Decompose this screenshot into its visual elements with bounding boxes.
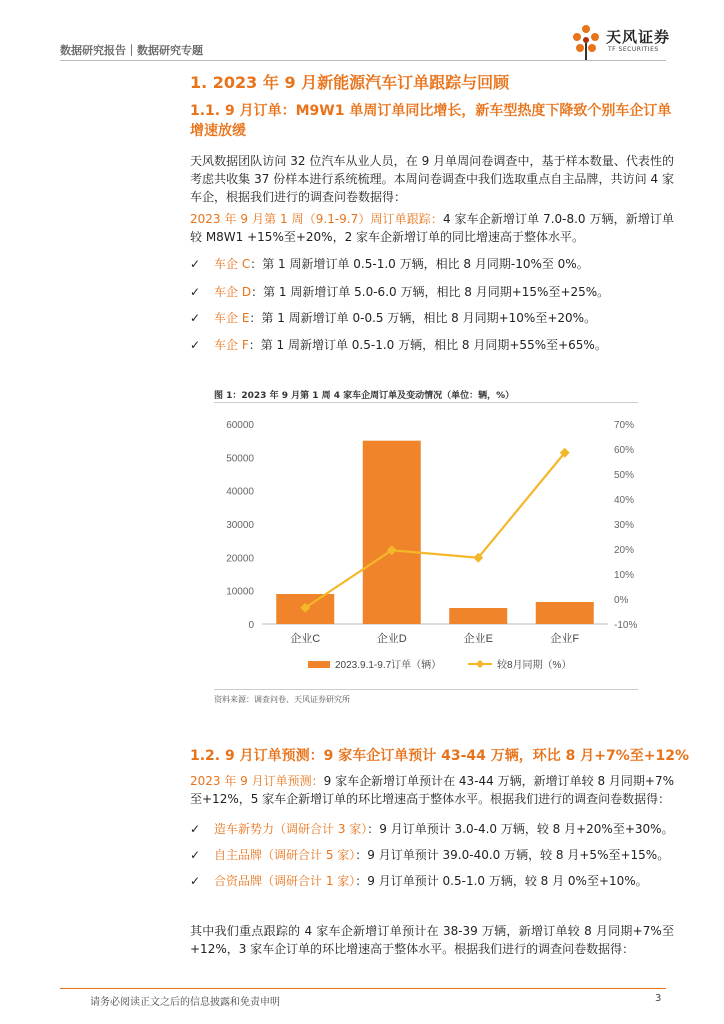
check-icon: ✓ xyxy=(190,338,201,352)
section1-title: 1. 2023 年 9 月新能源汽车订单跟踪与回顾 xyxy=(190,73,510,92)
y-right-tick-label: 50% xyxy=(614,470,635,481)
x-tick-label: 企业D xyxy=(376,633,407,645)
y-left-tick-label: 40000 xyxy=(226,486,254,498)
legend-swatch-bar xyxy=(308,661,330,668)
legend-label: 2023.9.1-9.7订单（辆） xyxy=(335,660,442,671)
y-left-tick-label: 20000 xyxy=(226,553,254,565)
y-right-tick-label: 10% xyxy=(614,570,635,581)
summary-text: 4 家车企新增订单 7.0-8.0 万辆，新增订单较 M8W1 +15%至+20%，2 家车企新增订单的同比增速高于整体水平。 xyxy=(190,212,675,244)
forecast-text: 9 家车企新增订单预计在 43-44 万辆，新增订单较 8 月同期+7%至+12%，5 家车企新增订单的环比增速高于整体水平。根据我们进行的调查问卷数据得： xyxy=(190,774,674,806)
intro-paragraph: 天风数据团队访问 32 位汽车从业人员，在 9 月单周问卷调查中，基于样本数量、代表性的考虑共收集 37 份样本进行系统梳理。本周问卷调查中我们选取重点自主品牌，共访问 4 家车企，根据我们进行的调查问卷数据得： xyxy=(190,154,674,204)
summary-label: 2023 年 9 月第 1 周（9.1-9.7）周订单跟踪： xyxy=(190,212,443,226)
figure-divider-bottom xyxy=(214,689,638,690)
y-right-tick-label: 20% xyxy=(614,545,635,556)
y-left-tick-label: 0 xyxy=(248,620,254,631)
section2-title: 1.2. 9 月订单预测：9 家车企订单预计 43-44 万辆，环比 8 月+7%至+12% xyxy=(190,748,689,764)
figure-title: 图 1：2023 年 9 月第 1 周 4 家车企周订单及变动情况（单位：辆，%） xyxy=(214,391,515,401)
flower-logo-icon xyxy=(568,22,604,62)
legend-label: 较8月同期（%） xyxy=(497,660,572,671)
y-right-tick-label: 0% xyxy=(614,595,629,606)
y-left-tick-label: 60000 xyxy=(226,420,254,431)
bullet-item: ✓ 车企 E：第 1 周新增订单 0-0.5 万辆，相比 8 月同期+10%至+20%。 xyxy=(190,311,597,325)
logo-name-en: TF SECURITIES xyxy=(608,46,659,53)
figure-divider xyxy=(214,402,638,403)
summary-paragraph xyxy=(190,210,674,246)
legend-swatch-marker xyxy=(476,660,484,668)
closing-paragraph: 其中我们重点跟踪的 4 家车企新增订单预计在 38-39 万辆，新增订单较 8 月同期+7%至+12%，3 家车企订单的环比增速高于整体水平。根据我们进行的调查问卷数据得： xyxy=(190,924,674,956)
check-icon: ✓ xyxy=(190,874,201,888)
check-icon: ✓ xyxy=(190,285,201,299)
bar xyxy=(363,441,421,624)
bar xyxy=(536,602,594,624)
bullet-item: ✓ 车企 F：第 1 周新增订单 0.5-1.0 万辆，相比 8 月同期+55%至+65%。 xyxy=(190,338,607,352)
x-tick-label: 企业C xyxy=(290,633,321,645)
check-icon: ✓ xyxy=(190,257,201,271)
check-icon: ✓ xyxy=(190,848,201,862)
brand-logo xyxy=(568,22,678,64)
report-header: 数据研究报告｜数据研究专题 xyxy=(60,44,203,57)
y-right-tick-label: 30% xyxy=(614,520,635,531)
bar xyxy=(449,608,507,624)
check-icon: ✓ xyxy=(190,822,201,836)
section1-subtitle: 1.1. 9 月订单：M9W1 单周订单同比增长，新车型热度下降致个别车企订单增速放缓 xyxy=(190,103,672,139)
x-tick-label: 企业F xyxy=(550,633,580,645)
order-chart xyxy=(200,410,660,685)
bullet-item: ✓ 造车新势力（调研合计 3 家）：9 月订单预计 3.0-4.0 万辆，较 8 月+20%至+30%。 xyxy=(190,822,674,836)
bullet-item: ✓ 合资品牌（调研合计 1 家）：9 月订单预计 0.5-1.0 万辆，较 8 月 0%至+10%。 xyxy=(190,874,648,888)
y-right-tick-label: 70% xyxy=(614,420,635,431)
y-left-tick-label: 30000 xyxy=(226,520,254,531)
x-tick-label: 企业E xyxy=(463,633,493,645)
bullet-item: ✓ 车企 C：第 1 周新增订单 0.5-1.0 万辆，相比 8 月同期-10%至 0%。 xyxy=(190,257,589,271)
forecast-label: 2023 年 9 月订单预测： xyxy=(190,774,324,788)
footer-divider xyxy=(60,988,666,989)
figure-source: 资料来源：调查问卷、天风证券研究所 xyxy=(214,695,350,704)
y-right-tick-label: 40% xyxy=(614,495,635,506)
series-line xyxy=(305,453,565,608)
bullet-item: ✓ 自主品牌（调研合计 5 家）：9 月订单预计 39.0-40.0 万辆，较 8 月+5%至+15%。 xyxy=(190,848,670,862)
footer-disclaimer: 请务必阅读正文之后的信息披露和免责申明 xyxy=(90,997,280,1008)
y-right-tick-label: 60% xyxy=(614,445,635,456)
y-left-tick-label: 50000 xyxy=(226,453,254,465)
logo-name-cn: 天风证券 xyxy=(606,28,671,46)
page-number: 3 xyxy=(655,993,662,1004)
bullet-item: ✓ 车企 D：第 1 周新增订单 5.0-6.0 万辆，相比 8 月同期+15%至+25%。 xyxy=(190,285,610,299)
forecast-paragraph xyxy=(190,772,674,808)
y-left-tick-label: 10000 xyxy=(226,586,254,598)
check-icon: ✓ xyxy=(190,311,201,325)
y-right-tick-label: -10% xyxy=(614,620,638,631)
